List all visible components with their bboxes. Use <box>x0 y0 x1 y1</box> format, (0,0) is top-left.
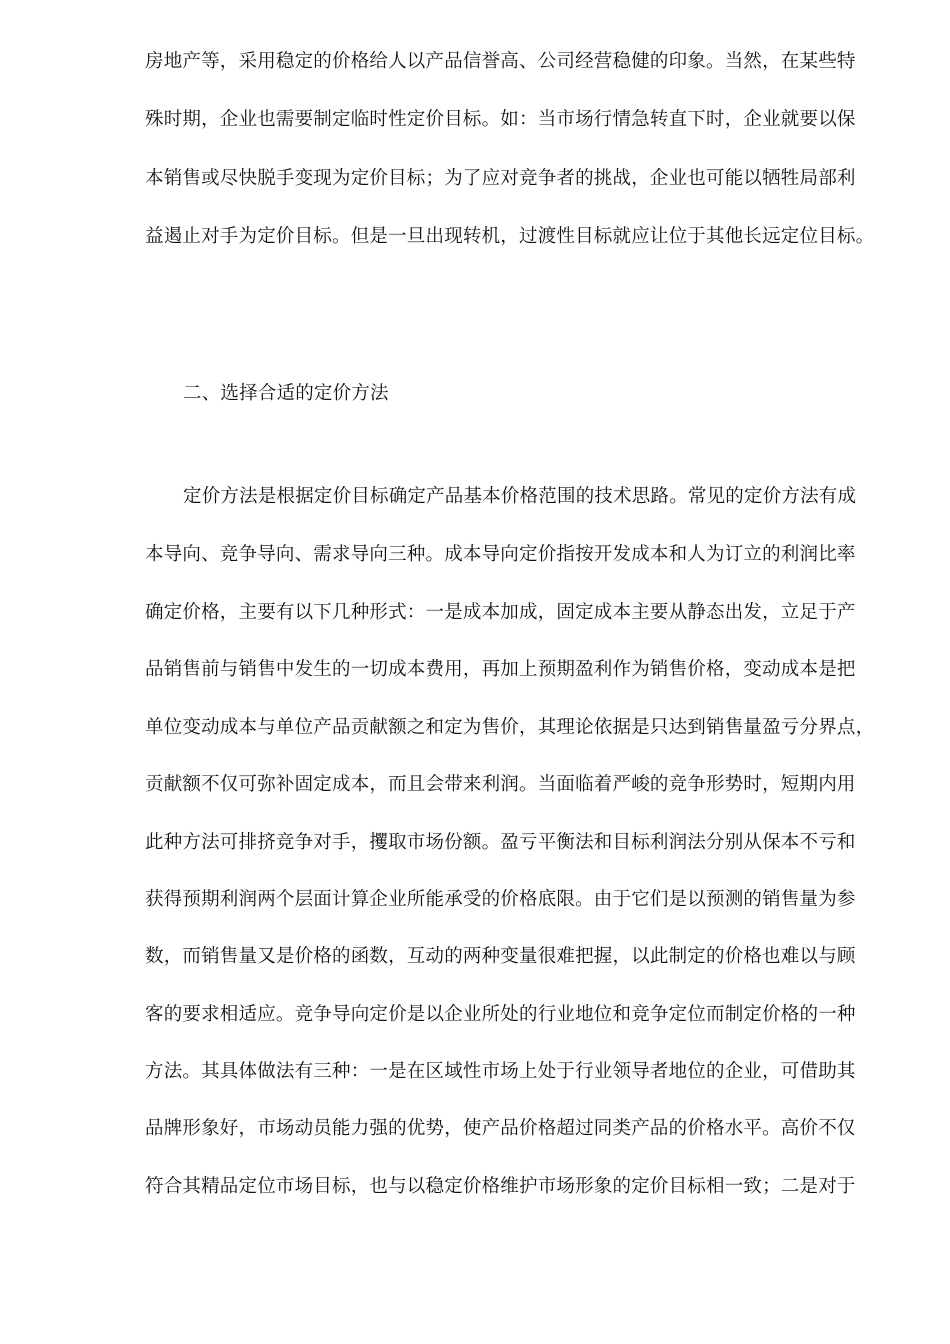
para1-line-2: 殊时期，企业也需要制定临时性定价目标。如：当市场行情急转直下时，企业就要以保 <box>145 109 856 130</box>
para2-line-13: 符合其精品定位市场目标，也与以稳定价格维护市场形象的定价目标相一致；二是对于 <box>145 1176 856 1197</box>
para2-line-5: 单位变动成本与单位产品贡献额之和定为售价，其理论依据是只达到销售量盈亏分界点， <box>145 717 875 738</box>
para2-line-8: 获得预期利润两个层面计算企业所能承受的价格底限。由于它们是以预测的销售量为参 <box>145 889 856 910</box>
para1-line-1: 房地产等，采用稳定的价格给人以产品信誉高、公司经营稳健的印象。当然，在某些特 <box>145 51 856 72</box>
para2-line-11: 方法。其具体做法有三种：一是在区域性市场上处于行业领导者地位的企业，可借助其 <box>145 1061 856 1082</box>
section-heading: 二、选择合适的定价方法 <box>183 383 389 404</box>
para2-line-3: 确定价格，主要有以下几种形式：一是成本加成，固定成本主要从静态出发，立足于产 <box>145 602 856 623</box>
para2-line-6: 贡献额不仅可弥补固定成本，而且会带来利润。当面临着严峻的竞争形势时，短期内用 <box>145 774 856 795</box>
para2-line-9: 数，而销售量又是价格的函数，互动的两种变量很难把握，以此制定的价格也难以与顾 <box>145 946 856 967</box>
para2-line-12: 品牌形象好，市场动员能力强的优势，使产品价格超过同类产品的价格水平。高价不仅 <box>145 1118 856 1139</box>
para2-line-10: 客的要求相适应。竞争导向定价是以企业所处的行业地位和竞争定位而制定价格的一种 <box>145 1004 856 1025</box>
para2-line-2: 本导向、竞争导向、需求导向三种。成本导向定价指按开发成本和人为订立的利润比率 <box>145 544 856 565</box>
para2-line-7: 此种方法可排挤竞争对手，攫取市场份额。盈亏平衡法和目标利润法分别从保本不亏和 <box>145 832 856 853</box>
para2-line-4: 品销售前与销售中发生的一切成本费用，再加上预期盈利作为销售价格，变动成本是把 <box>145 659 856 680</box>
para2-line-1: 定价方法是根据定价目标确定产品基本价格范围的技术思路。常见的定价方法有成 <box>183 486 857 507</box>
para1-line-4: 益遏止对手为定价目标。但是一旦出现转机，过渡性目标就应让位于其他长远定位目标。 <box>145 226 875 247</box>
para1-line-3: 本销售或尽快脱手变现为定价目标；为了应对竞争者的挑战，企业也可能以牺牲局部利 <box>145 168 856 189</box>
